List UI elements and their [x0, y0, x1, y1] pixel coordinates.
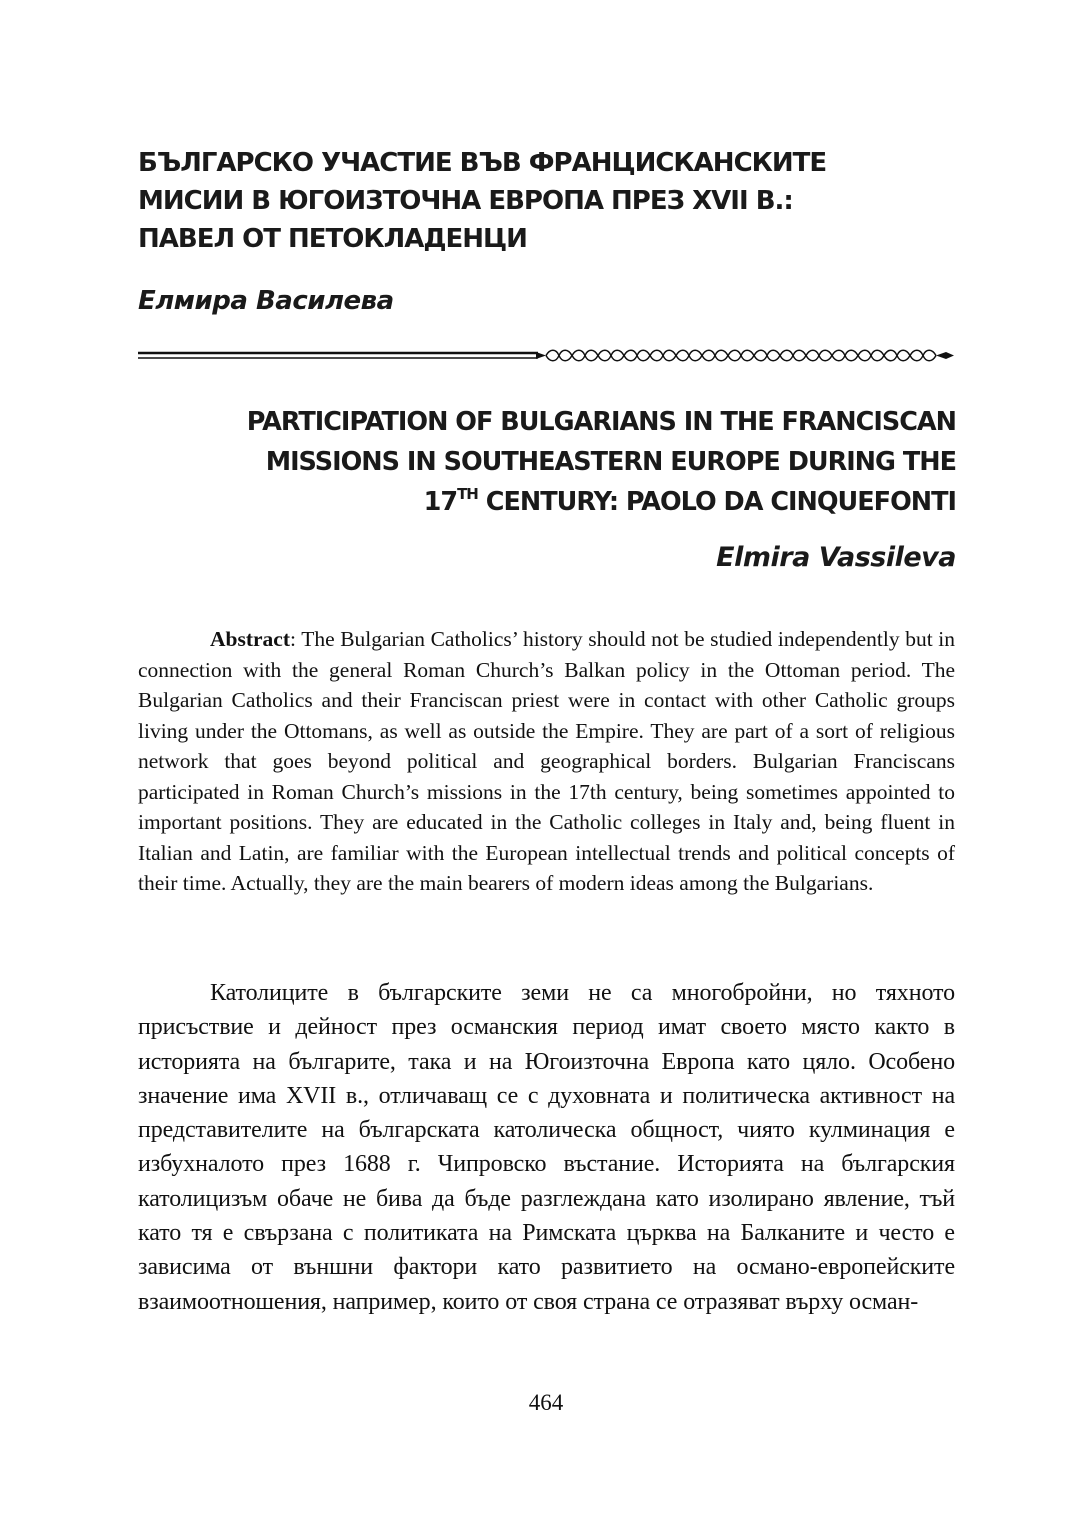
- english-title-line-1: PARTICIPATION OF BULGARIANS IN THE FRANCISCAN: [246, 407, 956, 437]
- english-title: [136, 402, 956, 522]
- ornamental-divider: [138, 346, 958, 366]
- english-author: Elmira Vassileva: [716, 542, 956, 573]
- body-paragraph: Католиците в българските земи не са многобройни, но тяхното присъствие и дейност през османския период имат своето място както в историята на българите, така и на Югоизточна Европа като цяло. Особено значение има XVII в., отличаващ се с духовната и политическа активност на представителите на българската католическа общност, чиято кулминация е избухналото през 1688 г. Чипровско въстание. Историята на българския католицизъм обаче не бива да бъде разглеждана като изолирано явление, тъй като тя е свързана с политиката на Римската църква на Балканите и често е зависима от външни фактори като развитието на османо-европейските взаимоотношения, например, които от своя страна се отразяват върху осман-: [138, 980, 955, 1315]
- bulgarian-title: [138, 144, 938, 258]
- bulgarian-title-line-2: МИСИИ В ЮГОИЗТОЧНА ЕВРОПА ПРЕЗ XVII В.:: [138, 186, 793, 216]
- english-title-line-3: [136, 482, 956, 522]
- bulgarian-title-line-3: ПАВЕЛ ОТ ПЕТОКЛАДЕНЦИ: [138, 224, 527, 254]
- english-title-line-3-rest: CENTURY: PAOLO DA CINQUEFONTI: [477, 487, 956, 517]
- abstract: [138, 624, 955, 899]
- century-superscript: TH: [457, 484, 478, 503]
- bulgarian-title-line-1: БЪЛГАРСКО УЧАСТИЕ ВЪВ ФРАНЦИСКАНСКИТЕ: [138, 148, 827, 178]
- bulgarian-author: Елмира Василева: [138, 286, 394, 316]
- english-title-line-2: MISSIONS IN SOUTHEASTERN EUROPE DURING THE: [265, 447, 956, 477]
- abstract-label: Abstract: [210, 627, 291, 651]
- abstract-text: : The Bulgarian Catholics’ history should not be studied independently but in connection with the general Roman Church’s Balkan policy in the Ottoman period. The Bulgarian Catholics and their Franciscan priest were in contact with other Catholic groups living under the Ottomans, as well as outside the Empire. They are part of a sort of religious network that goes beyond political and geographical borders. Bulgarian Franciscans participated in Roman Church’s missions in the 17th century, being sometimes appointed to important positions. They are educated in the Catholic colleges in Italy and, being fluent in Italian and Latin, are familiar with the European intellectual trends and political concepts of their time. Actually, they are the main bearers of modern ideas among the Bulgarians.: [138, 627, 955, 895]
- page-number: 464: [528, 1390, 564, 1415]
- century-number: 17: [423, 487, 458, 517]
